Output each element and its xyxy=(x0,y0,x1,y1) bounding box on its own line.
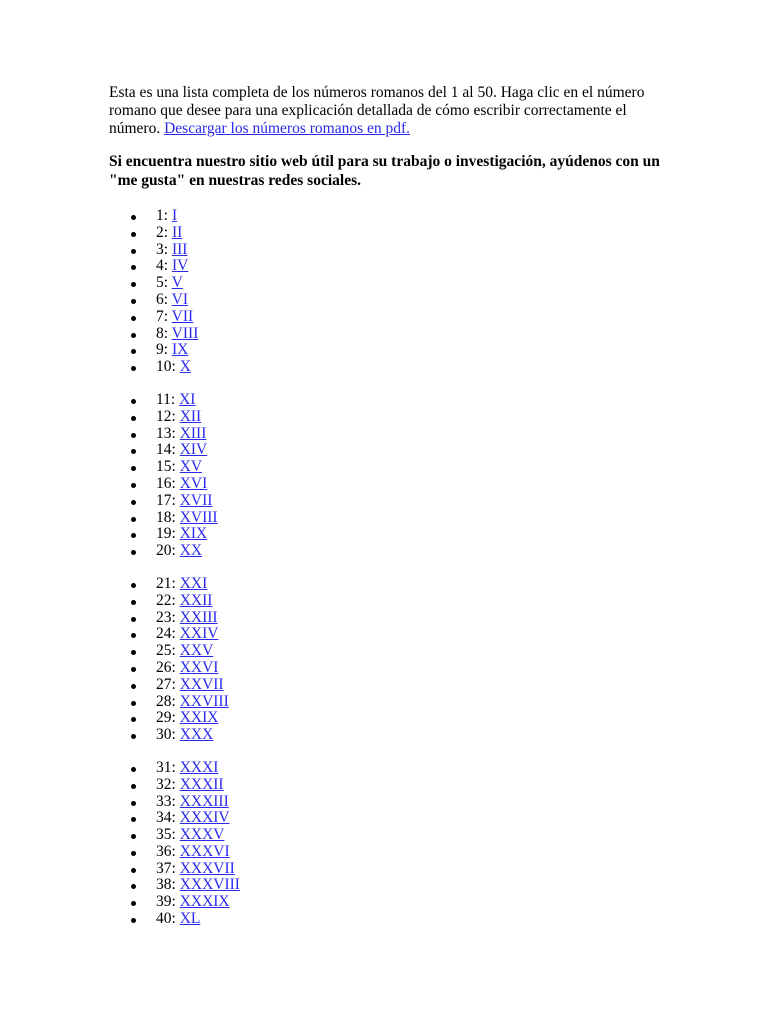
bullet-icon xyxy=(131,299,136,304)
list-item xyxy=(109,827,669,844)
list-item xyxy=(109,760,669,777)
roman-numeral-link[interactable]: VIII xyxy=(171,324,199,342)
number-label: 8: xyxy=(156,324,169,342)
list-item xyxy=(109,677,669,694)
list-item xyxy=(109,409,669,426)
bullet-icon xyxy=(131,483,136,488)
number-label: 3: xyxy=(156,240,169,258)
number-label: 38: xyxy=(156,876,176,894)
roman-numeral-link[interactable]: XXXIV xyxy=(179,809,230,827)
number-label: 29: xyxy=(156,709,176,727)
number-label: 22: xyxy=(156,591,176,609)
number-label: 25: xyxy=(156,642,176,660)
list-item xyxy=(109,861,669,878)
number-label: 27: xyxy=(156,675,176,693)
roman-numeral-link[interactable]: XXXVIII xyxy=(179,876,240,894)
bullet-icon xyxy=(131,265,136,270)
list-item xyxy=(109,292,669,309)
list-item xyxy=(109,610,669,627)
number-label: 6: xyxy=(156,290,169,308)
list-item xyxy=(109,526,669,543)
roman-numeral-link[interactable]: XXIII xyxy=(179,608,218,626)
bullet-icon xyxy=(131,232,136,237)
bullet-icon xyxy=(131,617,136,622)
roman-numeral-link[interactable]: XIII xyxy=(179,424,207,442)
bullet-icon xyxy=(131,784,136,789)
number-label: 26: xyxy=(156,658,176,676)
roman-numeral-lists xyxy=(109,208,669,928)
roman-numeral-link[interactable]: XVIII xyxy=(179,508,218,526)
bullet-icon xyxy=(131,416,136,421)
numeral-group-31-40 xyxy=(109,760,669,928)
roman-numeral-link[interactable]: XII xyxy=(179,407,202,425)
bullet-icon xyxy=(131,817,136,822)
list-item xyxy=(109,894,669,911)
roman-numeral-link[interactable]: XIV xyxy=(179,441,208,459)
list-item xyxy=(109,877,669,894)
roman-numeral-link[interactable]: IV xyxy=(171,257,189,275)
bullet-icon xyxy=(131,868,136,873)
roman-numeral-link[interactable]: XXXIII xyxy=(179,792,229,810)
number-label: 16: xyxy=(156,474,176,492)
number-label: 36: xyxy=(156,842,176,860)
number-label: 40: xyxy=(156,910,176,928)
bullet-icon xyxy=(131,316,136,321)
bullet-icon xyxy=(131,717,136,722)
roman-numeral-link[interactable]: I xyxy=(171,207,178,224)
bullet-icon xyxy=(131,366,136,371)
number-label: 24: xyxy=(156,625,176,643)
number-label: 33: xyxy=(156,792,176,810)
bullet-icon xyxy=(131,767,136,772)
bullet-icon xyxy=(131,633,136,638)
list-item xyxy=(109,426,669,443)
bullet-icon xyxy=(131,349,136,354)
bullet-icon xyxy=(131,650,136,655)
roman-numeral-link[interactable]: X xyxy=(179,358,191,376)
list-item xyxy=(109,660,669,677)
bullet-icon xyxy=(131,466,136,471)
list-item xyxy=(109,510,669,527)
roman-numeral-link[interactable]: XL xyxy=(179,910,201,928)
number-label: 11: xyxy=(156,390,176,408)
roman-numeral-link[interactable]: XXIV xyxy=(179,625,219,643)
bullet-icon xyxy=(131,550,136,555)
list-item xyxy=(109,258,669,275)
bullet-icon xyxy=(131,701,136,706)
bullet-icon xyxy=(131,901,136,906)
number-label: 19: xyxy=(156,525,176,543)
number-label: 12: xyxy=(156,407,176,425)
numeral-group-1-10 xyxy=(109,208,669,376)
list-item xyxy=(109,342,669,359)
roman-numeral-link[interactable]: XXVIII xyxy=(179,692,229,710)
bullet-icon xyxy=(131,583,136,588)
bullet-icon xyxy=(131,851,136,856)
roman-numeral-link[interactable]: XXXVI xyxy=(179,842,230,860)
bullet-icon xyxy=(131,684,136,689)
list-item xyxy=(109,275,669,292)
roman-numeral-link[interactable]: XI xyxy=(179,390,196,408)
list-item xyxy=(109,911,669,928)
number-label: 10: xyxy=(156,358,176,376)
roman-numeral-link[interactable]: II xyxy=(171,223,183,241)
number-label: 35: xyxy=(156,826,176,844)
number-label: 18: xyxy=(156,508,176,526)
list-item xyxy=(109,242,669,259)
bullet-icon xyxy=(131,600,136,605)
list-item xyxy=(109,225,669,242)
bullet-icon xyxy=(131,801,136,806)
list-item xyxy=(109,359,669,376)
list-item xyxy=(109,309,669,326)
roman-numeral-link[interactable]: XXXV xyxy=(179,826,225,844)
number-label: 4: xyxy=(156,257,169,275)
roman-numeral-link[interactable]: XXVI xyxy=(179,658,219,676)
number-label: 7: xyxy=(156,307,169,325)
roman-numeral-link[interactable]: XXV xyxy=(179,642,214,660)
list-item xyxy=(109,643,669,660)
bullet-icon xyxy=(131,884,136,889)
roman-numeral-link[interactable]: XVI xyxy=(179,474,208,492)
roman-numeral-link[interactable]: V xyxy=(171,274,183,292)
roman-numeral-link[interactable]: XXII xyxy=(179,591,213,609)
list-item xyxy=(109,694,669,711)
roman-numeral-link[interactable]: VII xyxy=(171,307,194,325)
number-label: 14: xyxy=(156,441,176,459)
number-label: 1: xyxy=(156,207,169,224)
list-item xyxy=(109,576,669,593)
list-item xyxy=(109,208,669,225)
roman-numeral-link[interactable]: IX xyxy=(171,341,189,359)
bullet-icon xyxy=(131,249,136,254)
number-label: 39: xyxy=(156,893,176,911)
list-item xyxy=(109,810,669,827)
list-item xyxy=(109,392,669,409)
number-label: 23: xyxy=(156,608,176,626)
bullet-icon xyxy=(131,399,136,404)
bullet-icon xyxy=(131,918,136,923)
list-item xyxy=(109,844,669,861)
bullet-icon xyxy=(131,282,136,287)
number-label: 30: xyxy=(156,726,176,744)
list-item xyxy=(109,727,669,744)
list-item xyxy=(109,794,669,811)
roman-numeral-link[interactable]: XXXIX xyxy=(179,893,230,911)
number-label: 31: xyxy=(156,758,176,776)
number-label: 32: xyxy=(156,775,176,793)
roman-numeral-link[interactable]: XXI xyxy=(179,574,208,592)
list-item xyxy=(109,777,669,794)
number-label: 34: xyxy=(156,809,176,827)
download-pdf-link[interactable]: Descargar los números romanos en pdf. xyxy=(164,120,411,137)
bullet-icon xyxy=(131,433,136,438)
bullet-icon xyxy=(131,834,136,839)
document-page xyxy=(109,84,669,928)
roman-numeral-link[interactable]: XXIX xyxy=(179,709,219,727)
list-item xyxy=(109,493,669,510)
bullet-icon xyxy=(131,667,136,672)
bullet-icon xyxy=(131,215,136,220)
roman-numeral-link[interactable]: XXXII xyxy=(179,775,224,793)
number-label: 5: xyxy=(156,274,169,292)
roman-numeral-link[interactable]: XIX xyxy=(179,525,208,543)
numeral-group-21-30 xyxy=(109,576,669,744)
roman-numeral-link[interactable]: XXX xyxy=(179,726,214,744)
list-item xyxy=(109,476,669,493)
roman-numeral-link[interactable]: XXXI xyxy=(179,758,219,776)
roman-numeral-link[interactable]: XV xyxy=(179,458,203,476)
number-label: 2: xyxy=(156,223,169,241)
number-label: 21: xyxy=(156,574,176,592)
number-label: 20: xyxy=(156,542,176,560)
list-item xyxy=(109,459,669,476)
bullet-icon xyxy=(131,517,136,522)
list-item xyxy=(109,326,669,343)
number-label: 9: xyxy=(156,341,169,359)
bullet-icon xyxy=(131,333,136,338)
roman-numeral-link[interactable]: III xyxy=(171,240,188,258)
roman-numeral-link[interactable]: XVII xyxy=(179,491,213,509)
bullet-icon xyxy=(131,500,136,505)
number-label: 15: xyxy=(156,458,176,476)
list-item xyxy=(109,593,669,610)
intro-text: Esta es una lista completa de los números romanos del 1 al 50. Haga clic en el número romano que desee para una explicación detallada de cómo escribir correctamente el número. xyxy=(109,84,645,137)
social-notice: Si encuentra nuestro sitio web útil para su trabajo o investigación, ayúdenos con un "me gusta" en nuestras redes sociales. xyxy=(109,153,660,189)
roman-numeral-link[interactable]: VI xyxy=(171,290,189,308)
roman-numeral-link[interactable]: XX xyxy=(179,542,203,560)
number-label: 28: xyxy=(156,692,176,710)
bullet-icon xyxy=(131,449,136,454)
bullet-icon xyxy=(131,533,136,538)
roman-numeral-link[interactable]: XXXVII xyxy=(179,859,235,877)
list-item xyxy=(109,442,669,459)
number-label: 37: xyxy=(156,859,176,877)
roman-numeral-link[interactable]: XXVII xyxy=(179,675,224,693)
number-label: 17: xyxy=(156,491,176,509)
number-label: 13: xyxy=(156,424,176,442)
bullet-icon xyxy=(131,734,136,739)
list-item xyxy=(109,543,669,560)
numeral-group-11-20 xyxy=(109,392,669,560)
list-item xyxy=(109,626,669,643)
list-item xyxy=(109,710,669,727)
intro-paragraph xyxy=(109,84,669,138)
